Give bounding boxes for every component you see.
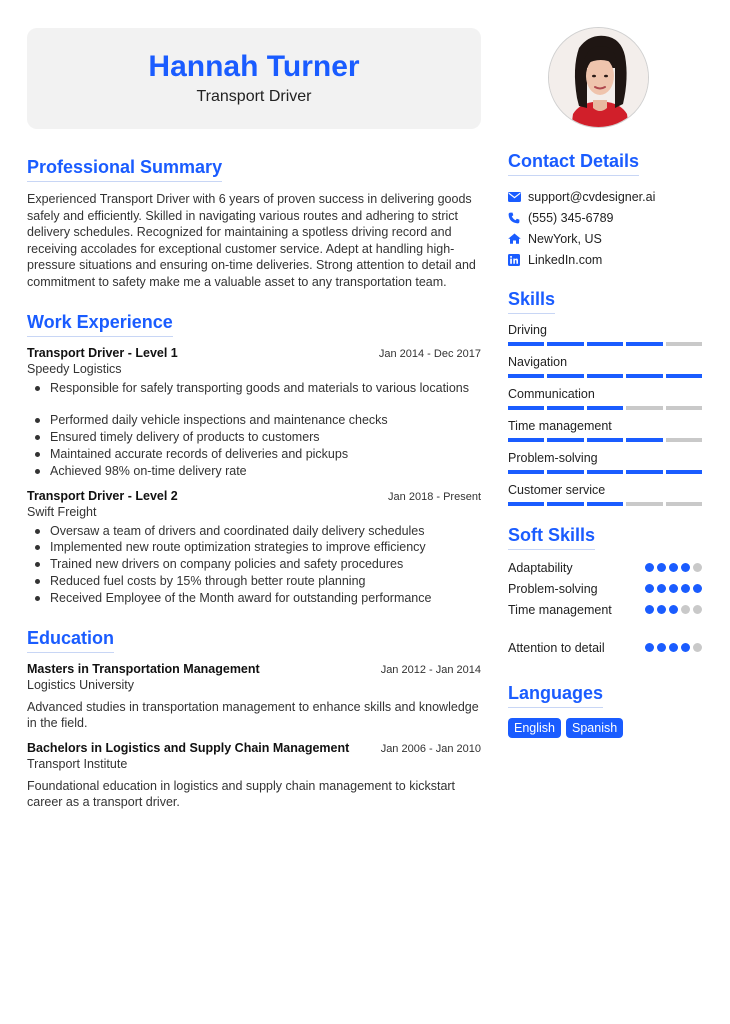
- skill-name: Problem-solving: [508, 451, 598, 465]
- profile-photo: [548, 27, 649, 128]
- contact-phone[interactable]: [508, 207, 702, 228]
- rating-dot: [645, 643, 654, 652]
- skill-name: Time management: [508, 419, 612, 433]
- skill-level-segment: [666, 470, 702, 474]
- rating-dot: [669, 643, 678, 652]
- contact-section: [508, 150, 702, 270]
- skill-level-segment: [547, 470, 583, 474]
- languages-heading: Languages: [508, 682, 603, 708]
- education-dates: Jan 2012 - Jan 2014: [380, 663, 481, 676]
- rating-dot: [669, 584, 678, 593]
- school-name: Transport Institute: [27, 756, 128, 771]
- rating-dot: [669, 563, 678, 572]
- summary-text: Experienced Transport Driver with 6 years of proven success in delivering goods safely and efficiently. Skilled in navigating various routes and adhering to strict delivery schedules. Recognized for maintaining a spotless driving record and receiving accolades for exceptional customer service. Adept at handling high-pressure situations and ensuring on-time deliveries. Strong attention to detail and commitment to safety make me a valuable asset to any transportation team.: [27, 192, 476, 289]
- skill-level-segment: [626, 470, 662, 474]
- skills-section: [508, 288, 702, 506]
- left-column: [27, 156, 481, 811]
- contact-location-text: NewYork, US: [528, 231, 602, 246]
- skill-level-segment: [626, 502, 662, 506]
- contact-heading: Contact Details: [508, 150, 639, 176]
- rating-dot: [657, 643, 666, 652]
- skill-level-segment: [508, 342, 544, 346]
- candidate-title: Transport Driver: [196, 88, 312, 105]
- rating-dot: [657, 563, 666, 572]
- rating-dot: [645, 584, 654, 593]
- contact-linkedin[interactable]: [508, 249, 702, 270]
- home-icon: [508, 233, 528, 244]
- skill-item: [508, 482, 702, 506]
- rating-dot: [693, 584, 702, 593]
- contact-location: [508, 228, 702, 249]
- rating-dot: [657, 605, 666, 614]
- job-entry: [27, 346, 481, 480]
- education-heading: Education: [27, 627, 114, 653]
- education-description: Advanced studies in transportation management to enhance skills and knowledge in the field.: [27, 699, 479, 731]
- skill-level-segment: [666, 342, 702, 346]
- skill-level-segment: [508, 470, 544, 474]
- skill-item: [508, 386, 702, 410]
- job-bullet: Achieved 98% on-time delivery rate: [27, 463, 481, 480]
- job-bullet: Oversaw a team of drivers and coordinated daily delivery schedules: [27, 523, 481, 540]
- degree-name: Bachelors in Logistics and Supply Chain Management: [27, 740, 350, 755]
- contact-email-text: support@cvdesigner.ai: [528, 189, 656, 204]
- job-role: Transport Driver - Level 2: [27, 488, 178, 503]
- education-entry: [27, 662, 481, 732]
- soft-skill-name: Adaptability: [508, 560, 573, 575]
- job-bullets: [27, 380, 481, 480]
- job-company: Speedy Logistics: [27, 361, 122, 376]
- education-description: Foundational education in logistics and supply chain management to kickstart career as a transport driver.: [27, 778, 456, 810]
- skill-level-segment: [626, 406, 662, 410]
- linkedin-icon: [508, 254, 528, 266]
- job-bullet: Ensured timely delivery of products to customers: [27, 429, 481, 446]
- skill-level-segment: [587, 502, 623, 506]
- rating-dot: [681, 584, 690, 593]
- rating-dot: [693, 563, 702, 572]
- candidate-name: Hannah Turner: [148, 50, 360, 83]
- skill-name: Customer service: [508, 483, 606, 497]
- soft-skill-rating: [645, 563, 702, 572]
- header-box: [27, 28, 481, 129]
- job-dates: Jan 2018 - Present: [388, 490, 481, 503]
- soft-skill-rating: [645, 643, 702, 652]
- soft-skill-name: Problem-solving: [508, 581, 598, 596]
- rating-dot: [681, 643, 690, 652]
- rating-dot: [693, 605, 702, 614]
- skill-item: [508, 450, 702, 474]
- skill-level-bar: [508, 502, 702, 506]
- job-bullet: Maintained accurate records of deliveries and pickups: [27, 446, 481, 463]
- rating-dot: [693, 643, 702, 652]
- soft-skills-section: [508, 524, 702, 658]
- soft-skill-name: Attention to detail: [508, 640, 605, 655]
- contact-email[interactable]: [508, 186, 702, 207]
- skill-level-segment: [626, 374, 662, 378]
- right-column: [508, 150, 702, 738]
- soft-skill-rating: [645, 584, 702, 593]
- skill-level-segment: [666, 406, 702, 410]
- soft-skill-item: [508, 557, 702, 578]
- soft-skill-name: Time management: [508, 602, 612, 617]
- soft-skill-item: [508, 599, 702, 620]
- skill-level-segment: [587, 342, 623, 346]
- language-tag: English: [508, 718, 561, 738]
- rating-dot: [681, 605, 690, 614]
- education-section: [27, 627, 481, 811]
- rating-dot: [681, 563, 690, 572]
- job-bullet: Reduced fuel costs by 15% through better route planning: [27, 573, 481, 590]
- job-dates: Jan 2014 - Dec 2017: [378, 347, 481, 360]
- skill-level-segment: [626, 438, 662, 442]
- education-dates: Jan 2006 - Jan 2010: [380, 742, 481, 755]
- skill-level-segment: [587, 470, 623, 474]
- skill-name: Communication: [508, 387, 595, 401]
- skill-level-segment: [626, 342, 662, 346]
- job-entry: [27, 489, 481, 607]
- rating-dot: [669, 605, 678, 614]
- skill-item: [508, 418, 702, 442]
- skill-level-segment: [547, 374, 583, 378]
- summary-heading: Professional Summary: [27, 156, 222, 182]
- skill-level-segment: [666, 502, 702, 506]
- job-role: Transport Driver - Level 1: [27, 345, 178, 360]
- soft-skill-item: [508, 637, 702, 658]
- languages-section: [508, 682, 702, 738]
- job-bullet: Received Employee of the Month award for outstanding performance: [27, 590, 481, 607]
- skill-level-segment: [666, 374, 702, 378]
- job-company: Swift Freight: [27, 504, 97, 519]
- skill-level-bar: [508, 438, 702, 442]
- skill-level-segment: [508, 406, 544, 410]
- skills-heading: Skills: [508, 288, 555, 314]
- skill-level-bar: [508, 342, 702, 346]
- contact-phone-text: (555) 345-6789: [528, 210, 614, 225]
- skill-level-segment: [547, 406, 583, 410]
- phone-icon: [508, 212, 528, 224]
- soft-skill-item: [508, 578, 702, 599]
- skill-item: [508, 322, 702, 346]
- rating-dot: [645, 563, 654, 572]
- school-name: Logistics University: [27, 677, 134, 692]
- skill-level-bar: [508, 374, 702, 378]
- experience-heading: Work Experience: [27, 311, 173, 337]
- envelope-icon: [508, 192, 528, 202]
- degree-name: Masters in Transportation Management: [27, 661, 260, 676]
- skill-level-segment: [547, 502, 583, 506]
- job-bullet: Trained new drivers on company policies and safety procedures: [27, 556, 481, 573]
- skill-level-segment: [547, 342, 583, 346]
- job-bullet: Performed daily vehicle inspections and maintenance checks: [27, 412, 481, 429]
- skill-level-segment: [547, 438, 583, 442]
- job-bullet: Implemented new route optimization strategies to improve efficiency: [27, 539, 481, 556]
- skill-level-segment: [508, 438, 544, 442]
- skill-level-segment: [508, 502, 544, 506]
- education-entry: [27, 741, 481, 811]
- contact-linkedin-text: LinkedIn.com: [528, 252, 603, 267]
- skill-level-bar: [508, 470, 702, 474]
- rating-dot: [645, 605, 654, 614]
- skill-item: [508, 354, 702, 378]
- rating-dot: [657, 584, 666, 593]
- skill-level-segment: [587, 438, 623, 442]
- job-bullets: [27, 523, 481, 607]
- job-bullet: Responsible for safely transporting goods and materials to various locations: [27, 380, 481, 397]
- skill-level-segment: [508, 374, 544, 378]
- soft-skills-heading: Soft Skills: [508, 524, 595, 550]
- experience-section: [27, 311, 481, 607]
- skill-name: Driving: [508, 323, 547, 337]
- skill-level-segment: [587, 406, 623, 410]
- language-tag: Spanish: [566, 718, 623, 738]
- skill-level-bar: [508, 406, 702, 410]
- skill-level-segment: [587, 374, 623, 378]
- skill-name: Navigation: [508, 355, 568, 369]
- skill-level-segment: [666, 438, 702, 442]
- summary-section: [27, 156, 481, 291]
- soft-skill-rating: [645, 605, 702, 614]
